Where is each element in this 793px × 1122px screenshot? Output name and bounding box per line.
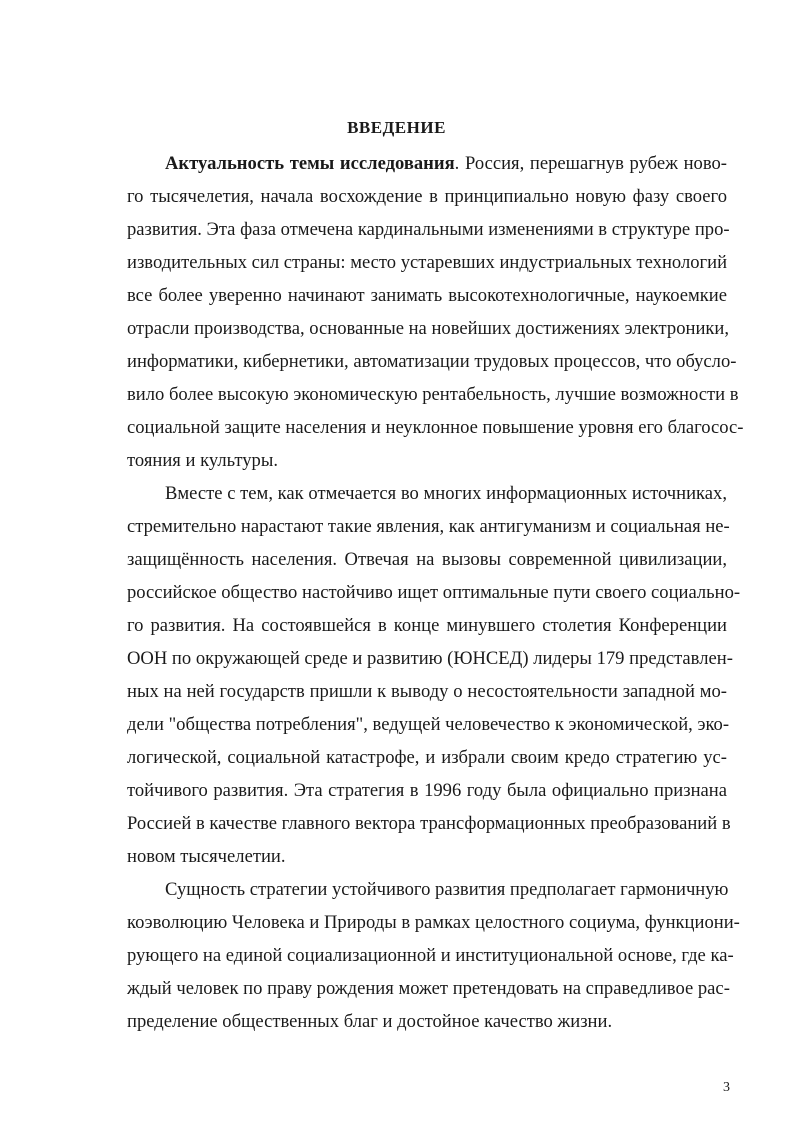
paragraph-1-line: отрасли производства, основанные на новейших достижениях электроники, bbox=[127, 318, 730, 339]
paragraph-2-line: тойчивого развития. Эта стратегия в 1996 году была официально признана bbox=[127, 780, 727, 801]
topic-relevance-label: Актуальность темы исследования bbox=[165, 153, 455, 174]
paragraph-2-line: защищённость населения. Отвечая на вызовы современной цивилизации, bbox=[127, 549, 727, 570]
paragraph-3-line: коэволюцию Человека и Природы в рамках целостного социума, функциони- bbox=[127, 912, 740, 933]
paragraph-3-line: Сущность стратегии устойчивого развития предполагает гармоничную bbox=[165, 879, 729, 900]
paragraph-1-line: вило более высокую экономическую рентабельность, лучшие возможности в bbox=[127, 384, 739, 405]
paragraph-1-line: информатики, кибернетики, автоматизации трудовых процессов, что обусло- bbox=[127, 351, 737, 372]
paragraph-1-line: развития. Эта фаза отмечена кардинальными изменениями в структуре про- bbox=[127, 219, 730, 240]
page-number: 3 bbox=[723, 1080, 730, 1095]
paragraph-2-line: российское общество настойчиво ищет оптимальные пути своего социально- bbox=[127, 582, 741, 603]
paragraph-1-line: все более уверенно начинают занимать высокотехнологичные, наукоемкие bbox=[127, 285, 727, 306]
paragraph-2-line: ных на ней государств пришли к выводу о несостоятельности западной мо- bbox=[127, 681, 727, 702]
paragraph-2-line: дели "общества потребления", ведущей человечество к экономической, эко- bbox=[127, 714, 730, 735]
paragraph-2-line: Вместе с тем, как отмечается во многих информационных источниках, bbox=[165, 483, 727, 504]
paragraph-3-line: рующего на единой социализационной и институциональной основе, где ка- bbox=[127, 945, 734, 966]
paragraph-2-line: стремительно нарастают такие явления, как антигуманизм и социальная не- bbox=[127, 516, 730, 537]
paragraph-1-line-1 bbox=[165, 152, 727, 176]
paragraph-1-line: социальной защите населения и неуклонное повышение уровня его благосос- bbox=[127, 417, 744, 438]
paragraph-1-line: тояния и культуры. bbox=[127, 450, 278, 471]
paragraph-1-line: изводительных сил страны: место устаревших индустриальных технологий bbox=[127, 252, 728, 273]
page-heading: ВВЕДЕНИЕ bbox=[347, 118, 446, 137]
paragraph-2-line: Россией в качестве главного вектора трансформационных преобразований в bbox=[127, 813, 731, 834]
paragraph-2-line: го развития. На состоявшейся в конце минувшего столетия Конференции bbox=[127, 615, 727, 636]
paragraph-2-line: логической, социальной катастрофе, и избрали своим кредо стратегию ус- bbox=[127, 747, 727, 768]
paragraph-2-line: ООН по окружающей среде и развитию (ЮНСЕД) лидеры 179 представлен- bbox=[127, 648, 733, 669]
paragraph-2-line: новом тысячелетии. bbox=[127, 846, 286, 867]
paragraph-3-line: пределение общественных благ и достойное качество жизни. bbox=[127, 1011, 613, 1032]
paragraph-3-line: ждый человек по праву рождения может претендовать на справедливое рас- bbox=[127, 978, 730, 999]
paragraph-1-lead-text: . Россия, перешагнув рубеж ново- bbox=[454, 153, 727, 174]
paragraph-1-line: го тысячелетия, начала восхождение в принципиально новую фазу своего bbox=[127, 186, 727, 207]
